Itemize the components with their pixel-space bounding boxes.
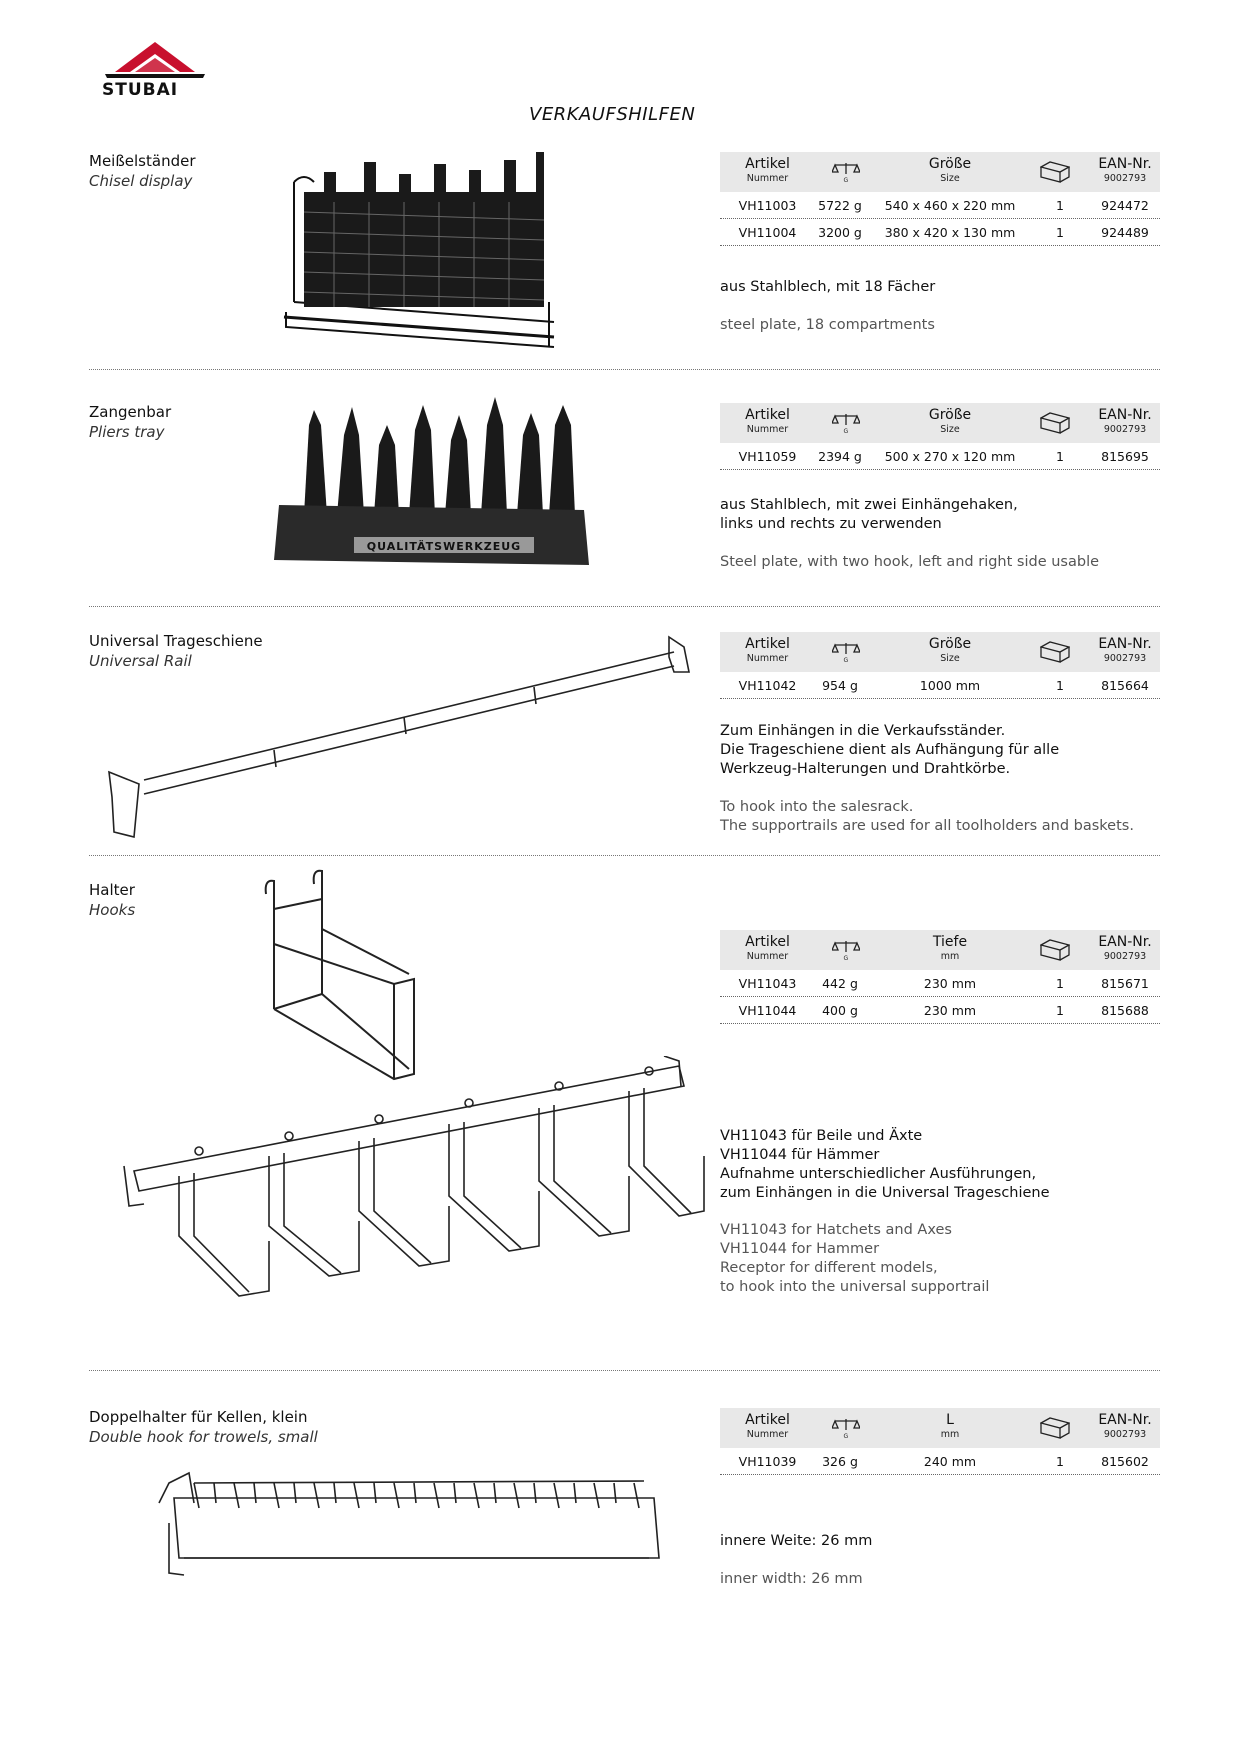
cell-artikel: VH11004 — [738, 225, 797, 240]
cell-menge: 1 — [1056, 1454, 1064, 1469]
cell-gewicht: 400 g — [822, 1003, 858, 1018]
description-en — [720, 1221, 989, 1297]
cell-artikel: VH11043 — [738, 976, 797, 991]
cell-ean: 815602 — [1101, 1454, 1149, 1469]
header-artikel: Artikel — [745, 934, 790, 950]
weight-sub-label: G — [843, 1433, 849, 1440]
description-line: links und rechts zu verwenden — [720, 516, 942, 532]
header-ean-prefix: 9002793 — [1103, 1429, 1147, 1440]
spec-header — [720, 403, 1160, 443]
cell-artikel: VH11059 — [738, 449, 797, 464]
header-nummer: Nummer — [746, 424, 789, 435]
description-line: VH11043 für Beile und Äxte — [720, 1128, 923, 1144]
page-title: VERKAUFSHILFEN — [529, 104, 696, 125]
header-nummer: Nummer — [746, 173, 789, 184]
table-row — [720, 219, 1160, 246]
spec-table — [720, 632, 1160, 699]
cell-gewicht: 954 g — [822, 678, 858, 693]
description-de — [720, 1532, 872, 1551]
header-artikel: Artikel — [745, 407, 790, 423]
cell-artikel: VH11039 — [738, 1454, 797, 1469]
header-col3-sub: mm — [940, 951, 960, 962]
description-line: VH11044 for Hammer — [720, 1241, 880, 1257]
cell-artikel: VH11042 — [738, 678, 797, 693]
spec-header — [720, 930, 1160, 970]
cell-ean: 924489 — [1101, 225, 1149, 240]
cell-ean: 815695 — [1101, 449, 1149, 464]
section-double-hook-trowels — [89, 1408, 1160, 1608]
header-col3: Größe — [928, 156, 972, 172]
product-name-de: Zangenbar — [89, 403, 172, 421]
section-divider — [89, 1370, 1160, 1371]
trowel-holder-image — [154, 1463, 664, 1583]
header-col3-sub: mm — [940, 1429, 960, 1440]
description-en — [720, 798, 1134, 836]
table-row — [720, 997, 1160, 1024]
header-nummer: Nummer — [746, 653, 789, 664]
section-divider — [89, 606, 1160, 607]
cell-gewicht: 3200 g — [818, 225, 862, 240]
header-col3-sub: Size — [940, 424, 960, 435]
header-ean-prefix: 9002793 — [1103, 653, 1147, 664]
scale-icon — [832, 938, 860, 962]
package-icon — [1040, 641, 1070, 663]
header-nummer: Nummer — [746, 1429, 789, 1440]
description-line: aus Stahlblech, mit zwei Einhängehaken, — [720, 497, 1018, 513]
spec-header — [720, 1408, 1160, 1448]
header-artikel: Artikel — [745, 636, 790, 652]
section-hooks — [89, 881, 1160, 1361]
header-ean: EAN-Nr. — [1098, 636, 1152, 652]
header-col3-sub: Size — [940, 653, 960, 664]
package-icon — [1040, 161, 1070, 183]
header-artikel: Artikel — [745, 156, 790, 172]
section-chisel-display — [89, 152, 1160, 362]
scale-icon — [832, 160, 860, 184]
weight-sub-label: G — [843, 428, 849, 435]
description-line: VH11043 for Hatchets and Axes — [720, 1222, 952, 1238]
header-col3-sub: Size — [940, 173, 960, 184]
spec-header — [720, 632, 1160, 672]
cell-groesse: 1000 mm — [919, 678, 981, 693]
table-row — [720, 443, 1160, 470]
spec-table — [720, 930, 1160, 1024]
universal-rail-image — [104, 632, 704, 847]
header-col3: Größe — [928, 636, 972, 652]
header-artikel: Artikel — [745, 1412, 790, 1428]
package-icon — [1040, 412, 1070, 434]
section-universal-rail — [89, 632, 1160, 852]
spec-table — [720, 152, 1160, 246]
cell-menge: 1 — [1056, 678, 1064, 693]
description-line: Aufnahme unterschiedlicher Ausführungen, — [720, 1166, 1037, 1182]
description-de — [720, 1127, 1050, 1203]
cell-artikel: VH11003 — [738, 198, 797, 213]
description-en — [720, 1570, 863, 1589]
description-line: Steel plate, with two hook, left and right side usable — [720, 554, 1100, 570]
cell-groesse: 240 mm — [923, 1454, 977, 1469]
description-line: steel plate, 18 compartments — [720, 317, 935, 333]
table-row — [720, 1448, 1160, 1475]
header-ean-prefix: 9002793 — [1103, 951, 1147, 962]
package-icon — [1040, 1417, 1070, 1439]
cell-ean: 815688 — [1101, 1003, 1149, 1018]
header-ean: EAN-Nr. — [1098, 407, 1152, 423]
description-line: zum Einhängen in die Universal Trageschiene — [720, 1185, 1050, 1201]
tray-label: QUALITÄTSWERKZEUG — [366, 540, 522, 553]
cell-menge: 1 — [1056, 225, 1064, 240]
product-name-en: Double hook for trowels, small — [89, 1428, 318, 1446]
cell-ean: 815664 — [1101, 678, 1149, 693]
description-line: innere Weite: 26 mm — [720, 1533, 873, 1549]
header-col3: L — [946, 1412, 954, 1428]
description-line: Zum Einhängen in die Verkaufsständer. — [720, 723, 1006, 739]
product-name-en: Chisel display — [89, 172, 193, 190]
cell-groesse: 230 mm — [923, 976, 977, 991]
product-name-en: Hooks — [89, 901, 136, 919]
section-pliers-tray — [89, 403, 1160, 603]
spec-header — [720, 152, 1160, 192]
cell-groesse: 230 mm — [923, 1003, 977, 1018]
header-ean: EAN-Nr. — [1098, 934, 1152, 950]
cell-ean: 815671 — [1101, 976, 1149, 991]
chisel-display-image — [274, 152, 584, 352]
spec-table — [720, 403, 1160, 470]
cell-ean: 924472 — [1101, 198, 1149, 213]
header-ean-prefix: 9002793 — [1103, 173, 1147, 184]
description-de — [720, 722, 1059, 779]
cell-gewicht: 5722 g — [818, 198, 862, 213]
description-line: VH11044 für Hämmer — [720, 1147, 880, 1163]
product-name-de: Universal Trageschiene — [89, 632, 263, 650]
cell-gewicht: 2394 g — [818, 449, 862, 464]
cell-menge: 1 — [1056, 1003, 1064, 1018]
weight-sub-label: G — [843, 955, 849, 962]
product-name-de: Doppelhalter für Kellen, klein — [89, 1408, 308, 1426]
cell-gewicht: 326 g — [822, 1454, 858, 1469]
section-divider — [89, 369, 1160, 370]
package-icon — [1040, 939, 1070, 961]
scale-icon — [832, 640, 860, 664]
header-col3: Größe — [928, 407, 972, 423]
description-line: Receptor for different models, — [720, 1260, 938, 1276]
weight-sub-label: G — [843, 657, 849, 664]
header-nummer: Nummer — [746, 951, 789, 962]
header-ean: EAN-Nr. — [1098, 1412, 1152, 1428]
table-row — [720, 672, 1160, 699]
cell-groesse: 540 x 460 x 220 mm — [884, 198, 1016, 213]
description-line: To hook into the salesrack. — [720, 799, 914, 815]
weight-sub-label: G — [843, 177, 849, 184]
product-name-en: Pliers tray — [89, 423, 165, 441]
pliers-tray-image — [259, 395, 599, 580]
section-divider — [89, 855, 1160, 856]
cell-groesse: 500 x 270 x 120 mm — [884, 449, 1016, 464]
description-de — [720, 278, 935, 297]
description-en — [720, 553, 1099, 572]
description-line: aus Stahlblech, mit 18 Fächer — [720, 279, 936, 295]
cell-artikel: VH11044 — [738, 1003, 797, 1018]
header-ean: EAN-Nr. — [1098, 156, 1152, 172]
cell-menge: 1 — [1056, 198, 1064, 213]
cell-menge: 1 — [1056, 976, 1064, 991]
hook-rack-image — [119, 1056, 719, 1336]
description-line: The supportrails are used for all toolholders and baskets. — [720, 818, 1134, 834]
description-line: inner width: 26 mm — [720, 1571, 863, 1587]
cell-gewicht: 442 g — [822, 976, 858, 991]
description-en — [720, 316, 935, 335]
cell-groesse: 380 x 420 x 130 mm — [884, 225, 1016, 240]
logo-wordmark: STUBAI — [102, 80, 179, 100]
description-line: to hook into the universal supportrail — [720, 1279, 990, 1295]
product-name-de: Meißelständer — [89, 152, 196, 170]
header-ean-prefix: 9002793 — [1103, 424, 1147, 435]
cell-menge: 1 — [1056, 449, 1064, 464]
description-line: Die Trageschiene dient als Aufhängung für alle — [720, 742, 1060, 758]
product-name-de: Halter — [89, 881, 135, 899]
table-row — [720, 970, 1160, 997]
description-de — [720, 496, 1018, 534]
scale-icon — [832, 411, 860, 435]
spec-table — [720, 1408, 1160, 1475]
product-name-en: Universal Rail — [89, 652, 192, 670]
description-line: Werkzeug-Halterungen und Drahtkörbe. — [720, 761, 1011, 777]
table-row — [720, 192, 1160, 219]
scale-icon — [832, 1416, 860, 1440]
header-col3: Tiefe — [932, 934, 968, 950]
